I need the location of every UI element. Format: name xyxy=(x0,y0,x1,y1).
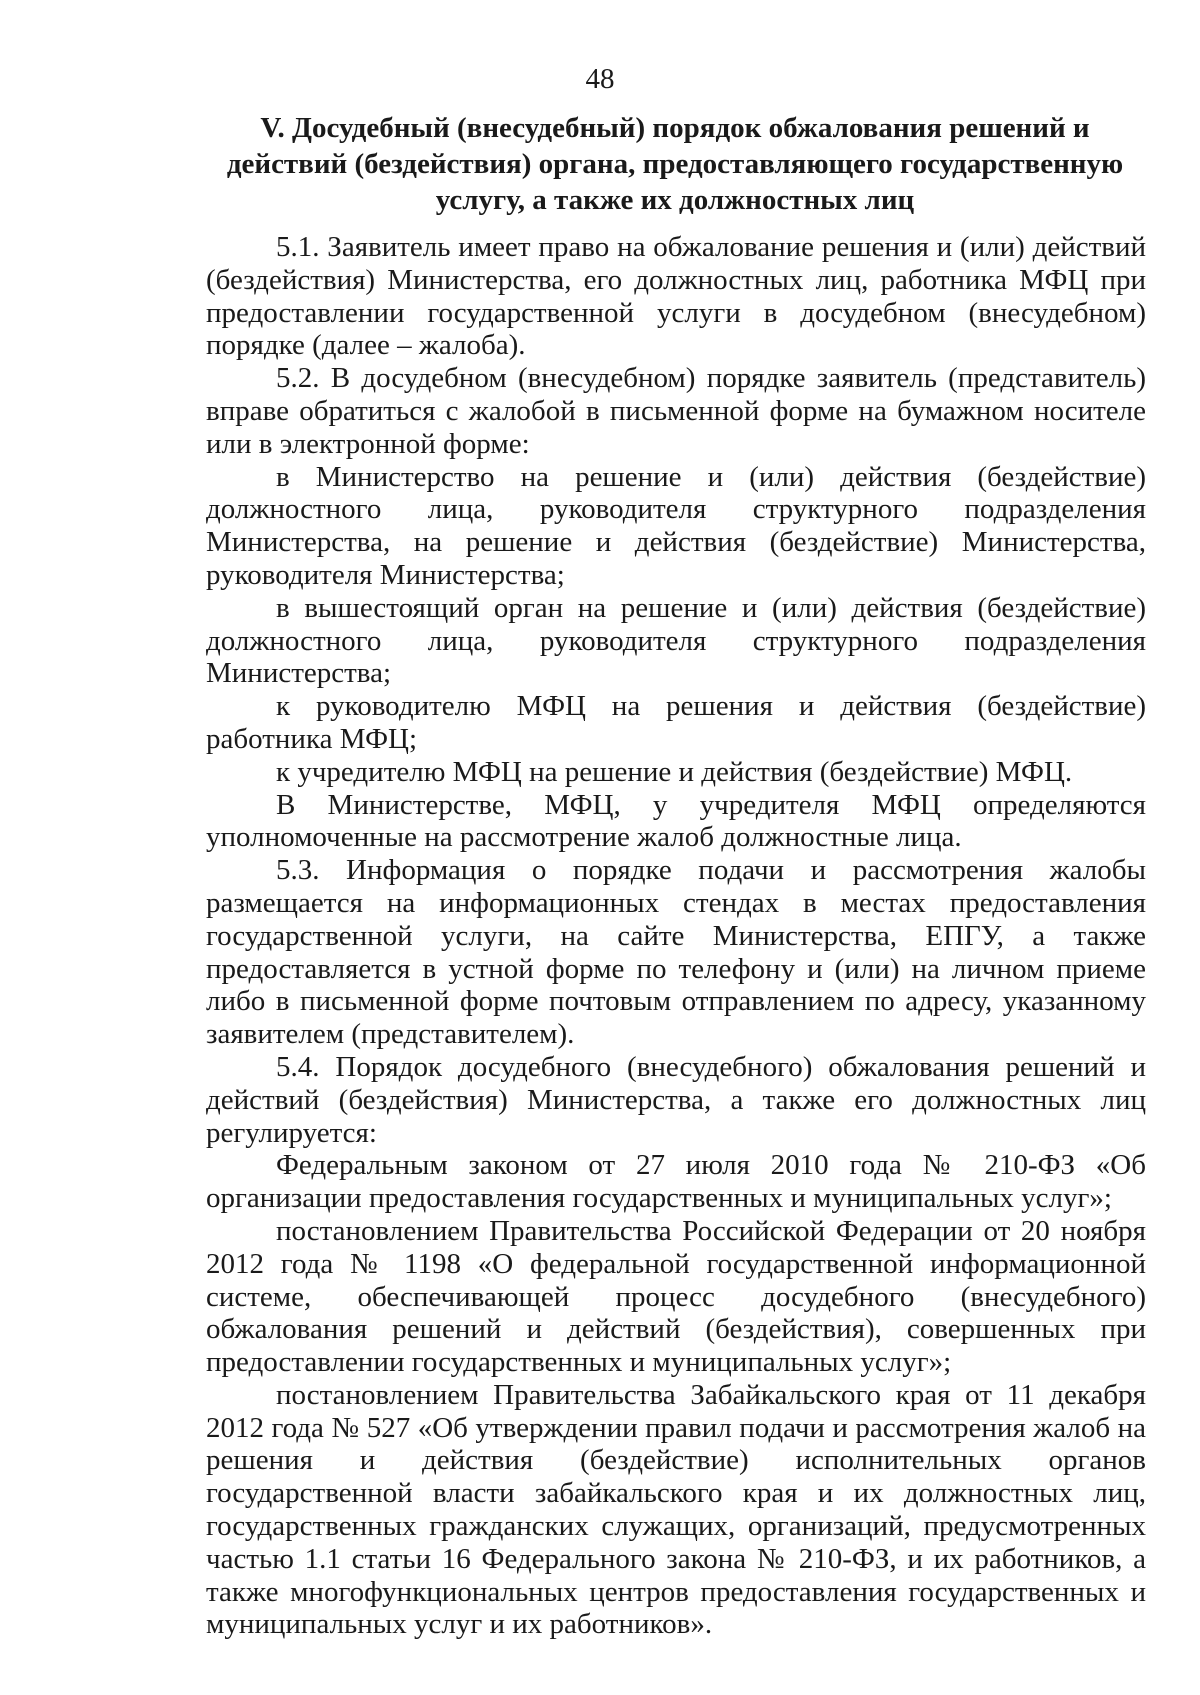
paragraph-5-4: 5.4. Порядок досудебного (внесудебного) обжалования решений и действий (бездействия) Министерства, а также его должностных лиц регулируется: xyxy=(206,1050,1146,1149)
document-body xyxy=(206,231,1146,1641)
paragraph-5-1: 5.1. Заявитель имеет право на обжалование решения и (или) действий (бездействия) Министерства, его должностных лиц, работника МФЦ при предоставлении государственной услуги в досудебном (внесудебном) порядке (далее – жалоба). xyxy=(206,231,1146,362)
list-item-mfc-head: к руководителю МФЦ на решения и действия (бездействие) работника МФЦ; xyxy=(206,690,1146,755)
list-item-ministry: в Министерство на решение и (или) действия (бездействие) должностного лица, руководителя структурного подразделения Министерства, на решение и действия (бездействие) Министерства, руководителя Министерства; xyxy=(206,460,1146,591)
section-heading: V. Досудебный (внесудебный) порядок обжалования решений и действий (бездействия) органа, предоставляющего государственную услугу, а также их должностных лиц xyxy=(226,112,1124,216)
list-item-higher-body: в вышестоящий орган на решение и (или) действия (бездействие) должностного лица, руководителя структурного подразделения Министерства; xyxy=(206,591,1146,690)
paragraph-5-3: 5.3. Информация о порядке подачи и рассмотрения жалобы размещается на информационных стендах в местах предоставления государственной услуги, на сайте Министерства, ЕПГУ, а также предоставляется в устной форме по телефону и (или) на личном приеме либо в письменной форме почтовым отправлением по адресу, указанному заявителем (представителем). xyxy=(206,854,1146,1051)
paragraph-authorized-officials: В Министерстве, МФЦ, у учредителя МФЦ определяются уполномоченные на рассмотрение жалоб должностные лица. xyxy=(206,788,1146,854)
page-number: 48 xyxy=(585,63,615,95)
list-item-government-decree-1198: постановлением Правительства Российской Федерации от 20 ноября 2012 года № 1198 «О федеральной государственной информационной системе, обеспечивающей процесс досудебного (внесудебного) обжалования решений и действий (бездействия), совершенных при предоставлении государственных и муниципальных услуг»; xyxy=(206,1214,1146,1379)
list-item-mfc-founder: к учредителю МФЦ на решение и действия (бездействие) МФЦ. xyxy=(276,755,1073,788)
paragraph-5-2: 5.2. В досудебном (внесудебном) порядке заявитель (представитель) вправе обратиться с жалобой в письменной форме на бумажном носителе или в электронной форме: xyxy=(206,362,1146,460)
list-item-regional-decree-527: постановлением Правительства Забайкальского края от 11 декабря 2012 года № 527 «Об утверждении правил подачи и рассмотрения жалоб на решения и действия (бездействие) исполнительных органов государственной власти забайкальского края и их должностных лиц, государственных гражданских служащих, организаций, предусмотренных частью 1.1 статьи 16 Федерального закона № 210-ФЗ, и их работников, а также многофункциональных центров предоставления государственных и муниципальных услуг и их работников». xyxy=(206,1378,1146,1641)
list-item-federal-law: Федеральным законом от 27 июля 2010 года № 210-ФЗ «Об организации предоставления государственных и муниципальных услуг»; xyxy=(206,1149,1146,1215)
